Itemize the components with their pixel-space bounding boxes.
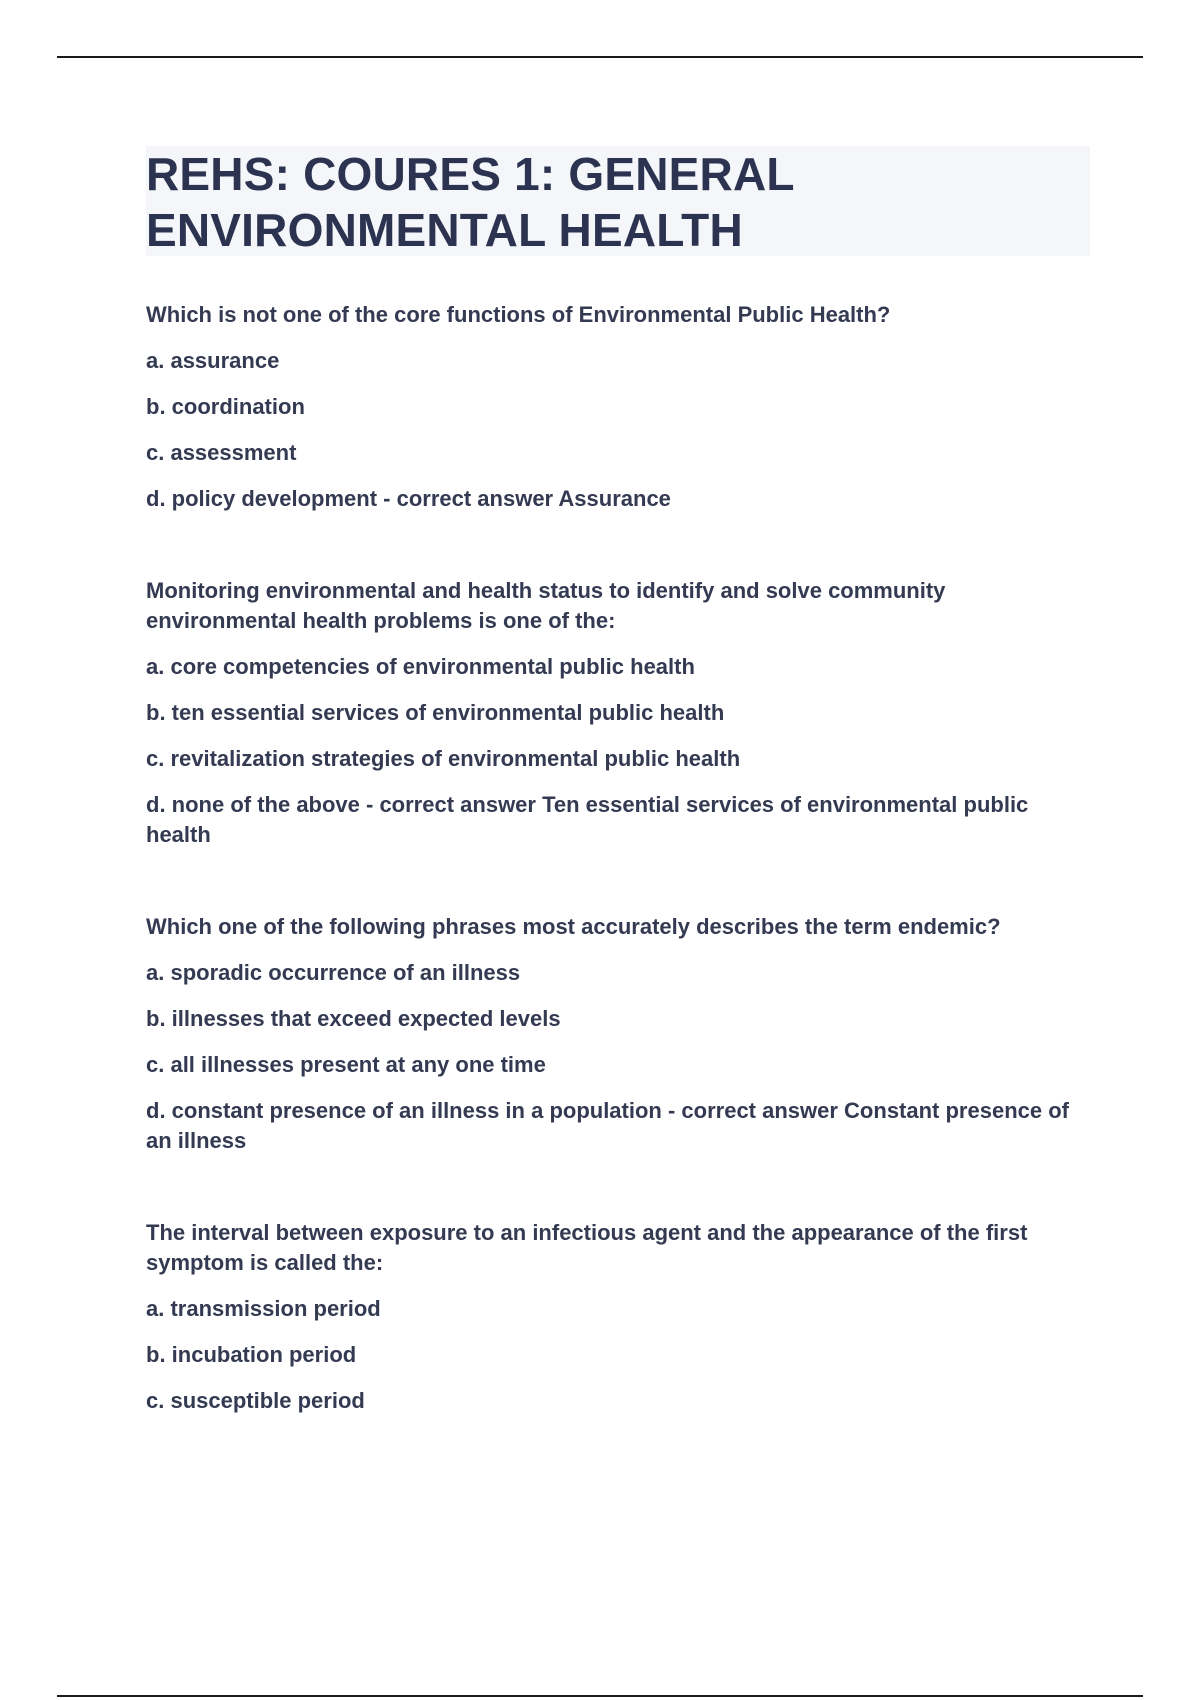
- question-1: [146, 300, 1090, 514]
- title-line-1: REHS: COURES 1: GENERAL: [146, 148, 795, 200]
- answer-options: [146, 1294, 1090, 1416]
- answer-options: [146, 346, 1090, 514]
- question-text: The interval between exposure to an infectious agent and the appearance of the first symptom is called the:: [146, 1220, 1028, 1275]
- answer-option: a. assurance: [146, 348, 280, 373]
- bottom-divider: [57, 1695, 1143, 1697]
- top-divider: [57, 56, 1143, 58]
- answer-option: b. incubation period: [146, 1342, 357, 1367]
- question-2: [146, 576, 1090, 850]
- answer-option: a. transmission period: [146, 1296, 381, 1321]
- answer-options: [146, 958, 1090, 1156]
- question-text: Which is not one of the core functions of Environmental Public Health?: [146, 302, 891, 327]
- question-3: [146, 912, 1090, 1156]
- question-list: [146, 300, 1090, 1416]
- answer-option: c. revitalization strategies of environmental public health: [146, 746, 741, 771]
- title-line-2: ENVIRONMENTAL HEALTH: [146, 204, 743, 256]
- answer-option: d. none of the above - correct answer Ten essential services of environmental public health: [146, 792, 1029, 847]
- answer-option: c. assessment: [146, 440, 297, 465]
- answer-option: d. constant presence of an illness in a population - correct answer Constant presence of an illness: [146, 1098, 1069, 1153]
- answer-option: d. policy development - correct answer Assurance: [146, 486, 671, 511]
- answer-option: c. all illnesses present at any one time: [146, 1052, 546, 1077]
- answer-option: b. illnesses that exceed expected levels: [146, 1006, 561, 1031]
- answer-option: c. susceptible period: [146, 1388, 365, 1413]
- question-text: Monitoring environmental and health status to identify and solve community environmental health problems is one of the:: [146, 578, 946, 633]
- document-body: [146, 146, 1090, 1478]
- answer-option: a. core competencies of environmental public health: [146, 654, 695, 679]
- document-title: [146, 146, 1090, 256]
- answer-option: a. sporadic occurrence of an illness: [146, 960, 521, 985]
- answer-option: b. ten essential services of environmental public health: [146, 700, 725, 725]
- question-4: [146, 1218, 1090, 1416]
- answer-options: [146, 652, 1090, 850]
- question-text: Which one of the following phrases most accurately describes the term endemic?: [146, 914, 1001, 939]
- answer-option: b. coordination: [146, 394, 305, 419]
